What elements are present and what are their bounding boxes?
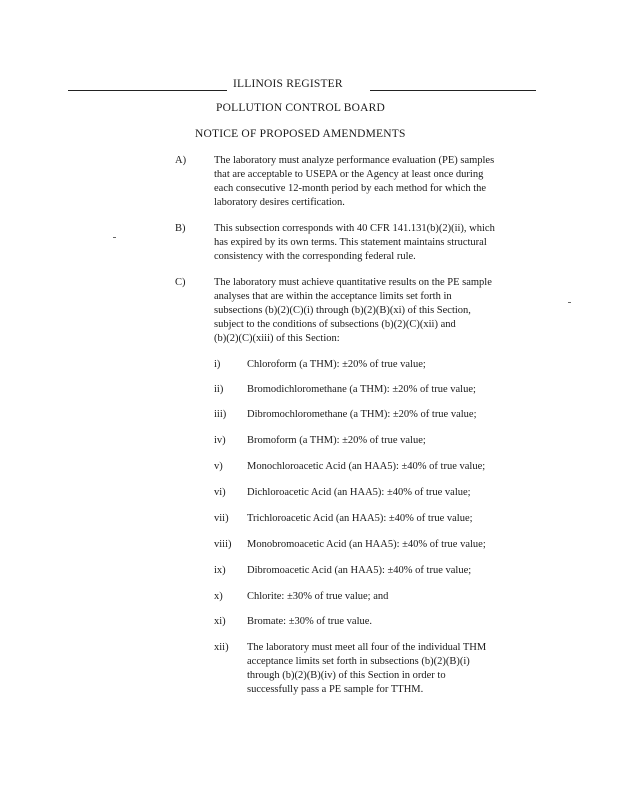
section-a-line: laboratory desires certification. [214, 197, 345, 208]
section-b-line: consistency with the corresponding federal rule. [214, 251, 416, 262]
item-text: Trichloroacetic Acid (an HAA5): ±40% of true value; [247, 513, 473, 524]
board-title: POLLUTION CONTROL BOARD [216, 102, 386, 114]
item-text: Dibromochloromethane (a THM): ±20% of true value; [247, 409, 477, 420]
item-label: i) [214, 359, 221, 370]
item-label: iii) [214, 409, 227, 420]
header-rule-right [370, 90, 536, 91]
item-text: Bromoform (a THM): ±20% of true value; [247, 435, 426, 446]
item-xii-line: The laboratory must meet all four of the individual THM [247, 642, 487, 653]
item-text: Monochloroacetic Acid (an HAA5): ±40% of true value; [247, 461, 486, 472]
section-c-line: The laboratory must achieve quantitative results on the PE sample [214, 277, 492, 288]
scan-mark [568, 302, 571, 303]
register-title: ILLINOIS REGISTER [233, 78, 343, 90]
item-text: Bromate: ±30% of true value. [247, 616, 373, 627]
section-a-line: each consecutive 12-month period by each method for which the [214, 183, 487, 194]
item-label: vi) [214, 487, 226, 498]
item-label: xii) [214, 642, 229, 653]
section-b-line: has expired by its own terms. This statement maintains structural [214, 237, 487, 248]
item-text: Bromodichloromethane (a THM): ±20% of true value; [247, 384, 476, 395]
section-b-line: This subsection corresponds with 40 CFR 141.131(b)(2)(ii), which [214, 223, 495, 234]
item-text: Chlorite: ±30% of true value; and [247, 591, 389, 602]
section-a-line: that are acceptable to USEPA or the Agency at least once during [214, 169, 484, 180]
notice-title: NOTICE OF PROPOSED AMENDMENTS [195, 128, 406, 140]
item-label: iv) [214, 435, 226, 446]
item-xii-line: acceptance limits set forth in subsections (b)(2)(B)(i) [247, 656, 470, 667]
item-xii-line: through (b)(2)(B)(iv) of this Section in order to [247, 670, 446, 681]
item-text: Chloroform (a THM): ±20% of true value; [247, 359, 426, 370]
item-label: ix) [214, 565, 226, 576]
section-c-line: subsections (b)(2)(C)(i) through (b)(2)(B)(xi) of this Section, [214, 305, 471, 316]
item-label: x) [214, 591, 223, 602]
item-label: viii) [214, 539, 232, 550]
item-xii-line: successfully pass a PE sample for TTHM. [247, 684, 424, 695]
section-label-b: B) [175, 223, 186, 234]
item-text: Dichloroacetic Acid (an HAA5): ±40% of true value; [247, 487, 471, 498]
section-c-line: subject to the conditions of subsections (b)(2)(C)(xii) and [214, 319, 456, 330]
section-label-c: C) [175, 277, 186, 288]
item-label: vii) [214, 513, 229, 524]
item-text: Dibromoacetic Acid (an HAA5): ±40% of true value; [247, 565, 472, 576]
item-text: Monobromoacetic Acid (an HAA5): ±40% of true value; [247, 539, 486, 550]
header-rule-left [68, 90, 227, 91]
scan-mark [113, 237, 116, 238]
section-a-line: The laboratory must analyze performance evaluation (PE) samples [214, 155, 495, 166]
item-label: xi) [214, 616, 226, 627]
section-c-line: (b)(2)(C)(xiii) of this Section: [214, 333, 340, 344]
section-label-a: A) [175, 155, 187, 166]
section-c-line: analyses that are within the acceptance limits set forth in [214, 291, 452, 302]
item-label: v) [214, 461, 223, 472]
item-label: ii) [214, 384, 224, 395]
